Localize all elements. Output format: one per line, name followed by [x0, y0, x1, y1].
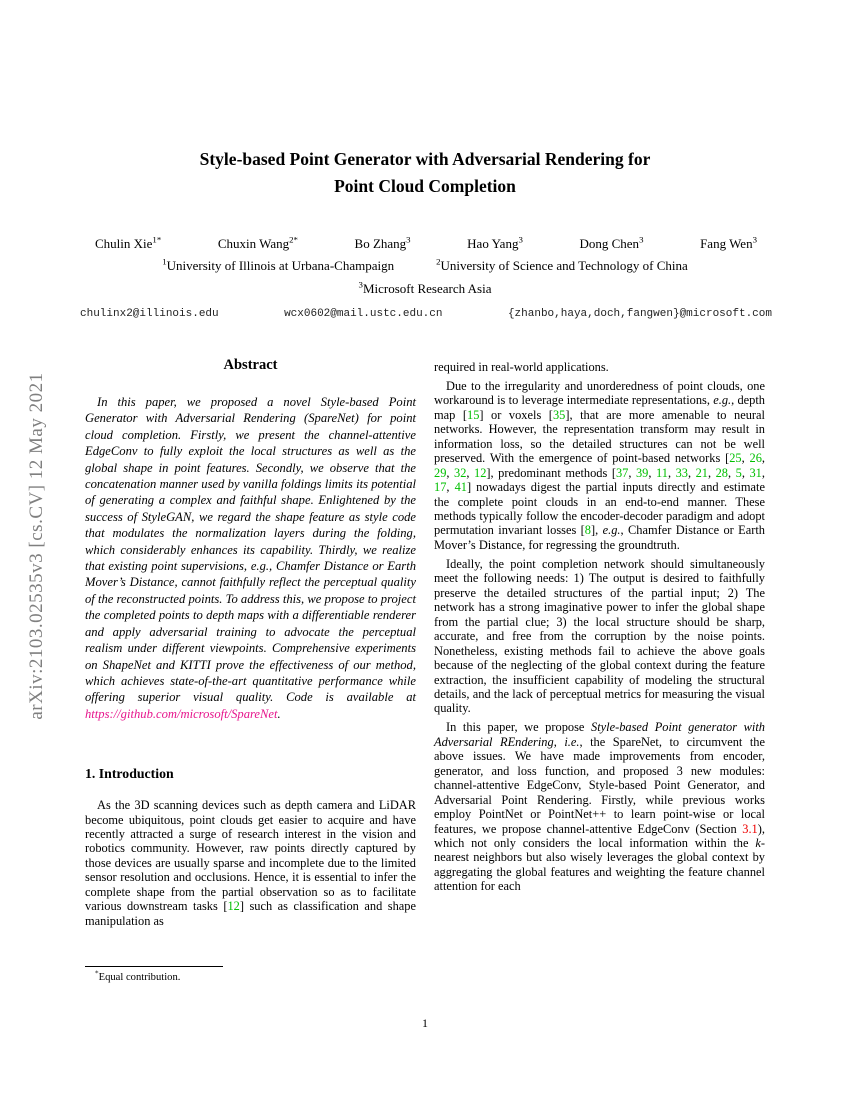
author-name: Chuxin Wang$^{2*}$ — [217, 234, 298, 251]
author-name: Fang Wen$^3$ — [700, 234, 757, 251]
text-segment: , — [761, 465, 765, 480]
footnote-equal-contribution: *Equal contribution. — [95, 969, 181, 983]
code-repo-link[interactable]: https://github.com/microsoft/SpareNet — [85, 706, 278, 721]
author-name: Bo Zhang$^3$ — [354, 234, 411, 251]
text-segment: As the 3D scanning devices such as depth camera and LiDAR become ubiquitous, point clouds get easier to acquire and have recently attracted a surge of research interest in the vision and robotics community. However, raw points directly captured by those devices are usually sparse and incomplete due to the limited sensor resolution and occlusions. Hence, it is essential to infer the complete shape from the partial observation so as to facilitate various downstream tasks [ — [85, 798, 416, 914]
text-segment: ] nowadays digest the partial inputs directly and estimate the complete point clouds in an end-to-end manner. These methods typically follow the encoder-decoder paradigm and adopt permutation invariant losses [ — [434, 480, 765, 538]
footnote-block — [85, 966, 416, 983]
abstract-body-text: In this paper, we proposed a novel Style-based Point Generator with Adversarial Rendering (SpareNet) for point cloud completion. Firstly, we present the channel-attentive EdgeConv to fully exploit the local structures as well as the global shape in point features. Secondly, we observe that the concatenation manner used by vanilla foldings limits its potential of generating a complex and faithful shape. Enlightened by the success of StyleGAN, we regard the shape feature as style code that modulates the normalization layers during the folding, which considerably enhances its capability. Thirdly, we realize that existing point supervisions, e.g., Chamfer Distance or Earth Mover’s Distance, cannot faithfully reflect the perceptual quality of the reconstructed points. To address this, we propose to project the completed points to depth maps with a differentiable renderer and apply adversarial training to advocate the perceptual realism under different viewpoints. Comprehensive experiments on ShapeNet and KITTI prove the effectiveness of our method, which achieves state-of-the-art quantitative performance while offering superior visual quality. Code is available at — [85, 395, 416, 705]
text-segment: , depth map [ — [434, 393, 765, 422]
author-name: Dong Chen$^3$ — [579, 234, 644, 251]
text-segment: , — [667, 465, 676, 480]
citation-link[interactable]: 26 — [749, 451, 762, 466]
citation-link[interactable]: 15 — [467, 407, 480, 422]
text-segment: ), which not only considers the local information within the — [434, 821, 765, 850]
text-segment: Style-based Point generator with Adversarial REndering — [434, 720, 765, 749]
text-segment: ], predominant methods [ — [486, 465, 616, 480]
intro-paragraph-1 — [85, 798, 416, 928]
text-segment: i.e. — [564, 734, 580, 749]
affiliation-row — [0, 258, 850, 274]
paper-title-line1: Style-based Point Generator with Adversarial Rendering for — [199, 149, 651, 169]
citation-link[interactable]: 12 — [227, 899, 240, 914]
abstract-text — [85, 394, 416, 722]
footnote-rule — [85, 966, 223, 967]
citation-link[interactable]: 21 — [695, 465, 708, 480]
footnote-marker: * — [95, 969, 99, 978]
author-name: Hao Yang$^3$ — [467, 234, 523, 251]
paper-title — [0, 146, 850, 200]
affiliation: $^1$University of Illinois at Urbana-Champaign — [162, 256, 395, 273]
text-segment: , Chamfer Distance or Earth Mover’s Distance, for regressing the groundtruth. — [434, 523, 765, 552]
text-segment: , — [741, 465, 750, 480]
author-name: Chulin Xie$^{1*}$ — [95, 234, 162, 251]
citation-link[interactable]: 29 — [434, 465, 447, 480]
citation-link[interactable]: 28 — [715, 465, 728, 480]
citation-link[interactable]: 32 — [454, 465, 467, 480]
citation-link[interactable]: 17 — [434, 480, 447, 495]
text-segment: , — [446, 480, 455, 495]
text-segment: e.g. — [713, 393, 732, 408]
body-paragraph-3: Ideally, the point completion network should simultaneously meet the following needs: 1) The output is desired to faithfully preserve the detailed structures of the partial input; 2) The network has a strong imaginative power to infer the global shape from the partial clue; 3) the local structure should be sharp, accurate, and free from the corruption by the noise points. Nonetheless, existing methods fail to achieve the above goals because of the neglecting of the global context during the feature extraction, the insufficient capability of modeling the structural details, and the lack of perceptual metrics for measuring the visual quality. — [434, 556, 765, 716]
text-segment: , — [648, 465, 656, 480]
citation-link[interactable]: 11 — [656, 465, 668, 480]
text-segment: Due to the irregularity and unorderedness of point clouds, one workaround is to leverage intermediate representations, — [434, 378, 765, 408]
text-segment: , — [707, 465, 716, 480]
abstract-period: . — [277, 706, 281, 721]
text-segment: , — [761, 451, 765, 466]
text-segment: k — [755, 836, 761, 850]
affiliation: $^3$Microsoft Research Asia — [358, 279, 492, 296]
abstract-heading: Abstract — [223, 357, 278, 373]
section-heading-introduction: 1. Introduction — [85, 766, 174, 782]
citation-link[interactable]: 31 — [749, 465, 762, 480]
text-segment: , — [741, 451, 750, 466]
section-ref-link[interactable]: 3.1 — [742, 821, 758, 836]
body-paragraph-4 — [434, 720, 765, 893]
text-segment: , — [687, 465, 696, 480]
text-segment: , — [466, 465, 475, 480]
email-address: {zhanbo,haya,doch,fangwen}@microsoft.com — [507, 308, 772, 320]
text-segment: , — [553, 734, 565, 749]
text-segment: In this paper, we propose — [446, 720, 592, 735]
affiliation: $^2$University of Science and Technology of China — [436, 256, 688, 273]
page-number: 1 — [422, 1016, 428, 1030]
text-segment: ] or voxels [ — [479, 407, 553, 422]
citation-link[interactable]: 39 — [635, 465, 649, 480]
text-segment: , — [628, 465, 636, 480]
citation-link[interactable]: 35 — [552, 407, 566, 422]
left-column — [85, 355, 416, 933]
citation-link[interactable]: 37 — [615, 465, 629, 480]
author-list — [95, 236, 757, 252]
paper-title-line2: Point Cloud Completion — [334, 176, 516, 196]
citation-link[interactable]: 41 — [454, 480, 467, 495]
text-segment: , the SpareNet, to circumvent the above issues. We have made improvements from encoder, generator, and loss function, and proposed 3 new modules: channel-attentive EdgeConv, Style-based Point Generator, and Adversarial Point Rendering. Firstly, while previous works employ PointNet or PointNet++ to learn point-wise or local features, we propose channel-attentive EdgeConv (Section — [434, 734, 765, 836]
citation-link[interactable]: 8 — [584, 523, 591, 538]
body-paragraph-continuation: required in real-world applications. — [434, 360, 609, 374]
text-segment: ], that are more amenable to neural networks. However, the representation transform may result in information loss, so the detailed structures can not be well preserved. With the emergence of point-based networks [ — [434, 407, 766, 466]
citation-link[interactable]: 5 — [735, 465, 742, 480]
text-segment: , — [727, 465, 736, 480]
text-segment: ] such as classification and shape manipulation as — [85, 899, 416, 928]
text-segment: , — [446, 465, 455, 480]
text-segment: e.g. — [602, 523, 621, 538]
citation-link[interactable]: 25 — [729, 451, 742, 466]
citation-link[interactable]: 12 — [474, 465, 487, 480]
right-column — [434, 360, 765, 898]
text-segment: -nearest neighbors but also wisely leverages the global context by aggregating the global features and weighting the feature channel attention for each — [434, 836, 765, 894]
arxiv-watermark: arXiv:2103.02535v3 [cs.CV] 12 May 2021 — [26, 372, 47, 720]
email-list — [80, 308, 772, 320]
affiliation-row — [0, 281, 850, 297]
citation-link[interactable]: 33 — [675, 465, 688, 480]
body-paragraph-2 — [434, 379, 765, 552]
text-segment: ], — [591, 523, 603, 538]
email-address: wcx0602@mail.ustc.edu.cn — [284, 308, 443, 320]
email-address: chulinx2@illinois.edu — [80, 308, 219, 320]
